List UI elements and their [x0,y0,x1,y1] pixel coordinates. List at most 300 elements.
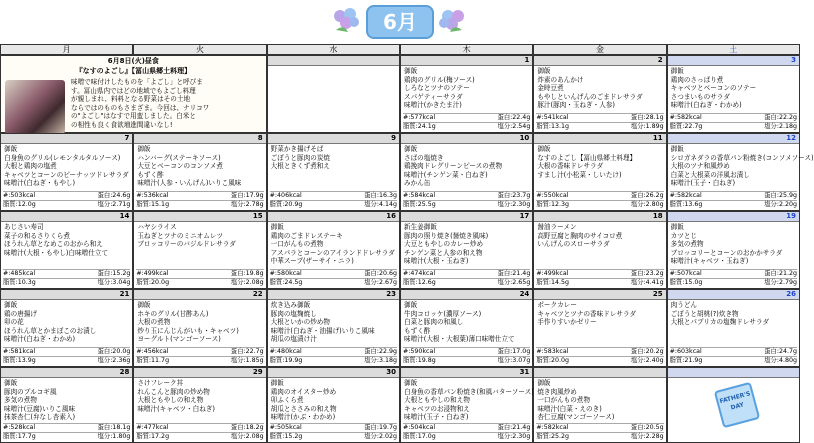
meal-list [134,378,265,413]
meal-item: ホキのグリル(甘酢あん) [137,309,209,318]
protein-value: 蛋白:20.5g [630,424,664,431]
day-number: 8 [134,134,265,144]
energy-value: #:503kcal [3,192,36,199]
meal-item: 御飯 [537,379,551,387]
nutrition-row [270,278,397,287]
fat-value: 脂質:20.0g [536,357,570,364]
meal-item: 豚肉の塩麹焼し [270,309,317,318]
day-number: 22 [134,290,265,300]
meal-item: 白菜と豚肉の和風し [403,318,464,327]
energy-value: #:541kcal [536,114,569,121]
day-cell [133,367,266,443]
meal-item: 白身魚の香草パン粉焼き(和風バターソース) [403,387,534,396]
protein-value: 蛋白:19.8g [230,270,264,277]
meal-item: シロガネダラの香草パン粉焼き(コンソメソース) [670,153,814,162]
meal-item: 大根の香味ドレサラダ [537,162,604,171]
nutrition-info [3,347,130,365]
day-cell [533,55,666,133]
meal-item: キャベツのお浸物和え [403,404,470,413]
meal-list [401,66,532,110]
meal-item: 新生姜御飯 [403,223,437,231]
meal-item: 御飯 [537,67,551,75]
salt-value: 塩分:3.07g [497,357,531,364]
salt-value: 塩分:2.02g [364,433,397,440]
salt-value: 塩分:2.30g [497,433,531,440]
protein-value: 蛋白:22.4g [497,114,531,121]
protein-value: 蛋白:18.2g [230,424,264,431]
fat-value: 脂質:13.6g [669,201,703,208]
feature-text-line: 味噌で味付けしたものを「よごし」と呼びま [71,78,203,86]
day-number: 31 [401,368,532,378]
salt-value: 塩分:4.41g [630,279,664,286]
energy-value: #:474kcal [402,270,436,277]
meal-list [268,300,399,344]
meal-item: 肉うどん [670,301,698,309]
meal-item: 味噌汁(チンゲン菜・白ねぎ) [403,170,488,179]
nutrition-row [403,269,530,278]
meal-item: ブロッコリーのバジルドレサラダ [137,240,236,249]
energy-value: #:583kcal [536,348,569,355]
salt-value: 塩分:1.85g [230,357,264,364]
meal-item: 高野豆腐と胸肉のサイコロ煮 [537,231,623,240]
energy-value: #:536kcal [136,192,169,199]
nutrition-info [270,347,397,365]
meal-item: ごぼうと豚肉の炭焼 [270,153,330,162]
day-number: 14 [1,212,132,222]
nutrition-row [136,356,263,365]
nutrition-row [270,269,397,278]
protein-value: 蛋白:19.7g [364,424,397,431]
meal-list [134,300,265,344]
day-number: 30 [268,368,399,378]
meal-item: キャベツとコーンのピーナッツドレサラダ [4,170,129,179]
header [0,0,800,44]
meal-item: しろなとツナのソテー [403,84,470,93]
day-cell [533,289,666,367]
meal-item: 味噌汁(大根・玉ねぎ) [403,257,469,266]
fat-value: 脂質:25.2g [536,433,570,440]
nutrition-row [3,432,130,441]
menu-calendar [0,44,814,443]
salt-value: 塩分:2.28g [630,433,664,440]
meal-list [668,144,814,188]
nutrition-row [670,113,797,122]
day-cell [267,55,400,133]
meal-item: 豚肉のプルコギ風 [4,387,57,396]
meal-item: 菜子の和るさりくら煮 [4,231,70,240]
nutrition-info [670,269,797,287]
meal-item: 豚汁(豚肉・玉ねぎ・人参) [537,101,615,110]
day-number: 1 [401,56,532,66]
meal-item: 鶏肉のグリル(梅ソース) [403,75,475,84]
meal-item: 御飯 [403,145,418,153]
feature-text-line: の"よごし"はなすで用蛮しました。白米と [71,112,196,121]
salt-value: 塩分:2.20g [764,201,797,208]
nutrition-info [270,423,397,441]
meal-item: さばの塩焼き [403,153,444,162]
day-number: 18 [534,212,665,222]
meal-item: 玉ねぎとツナのミニオムレツ [137,231,224,240]
nutrition-row [536,113,663,122]
meal-list [534,144,665,179]
nutrition-row [3,356,130,365]
meal-item: 焼き肉風炒め [537,387,577,396]
meal-list [668,222,799,266]
day-cell [400,367,533,443]
feature-text-line: す。冨山県内ではどの地域でもよごし料理 [71,86,196,95]
nutrition-row [670,278,797,287]
nutrition-row [403,113,530,122]
nutrition-row [136,347,263,356]
weekday-header: 火 [133,44,266,55]
protein-value: 蛋白:23.2g [630,270,664,277]
meal-list [1,222,132,257]
nutrition-row [403,356,530,365]
meal-item: みかん缶 [403,179,431,188]
fat-value: 脂質:15.2g [269,433,303,440]
meal-list [1,144,132,188]
fat-value: 脂質:13.1g [536,123,570,130]
fat-value: 脂質:17.2g [136,433,170,440]
meal-item: 味噌汁(人参・いんげん)いりこ風味 [137,179,242,188]
nutrition-info [3,269,130,287]
energy-value: #:584kcal [402,192,436,199]
meal-item: ごぼうと胡桃(?)炊き物 [670,309,739,318]
fat-value: 脂質:19.9g [269,357,303,364]
protein-value: 蛋白:20.2g [630,348,664,355]
meal-item: ほうれん草とかまぼこのお漬し [4,326,97,335]
meal-item: 御飯 [4,301,18,309]
day-number: 7 [1,134,132,144]
meal-item: 御飯 [670,145,684,153]
meal-item: 味噌汁(白ねぎ・わかめ) [670,101,742,110]
nutrition-row [270,423,397,432]
energy-value: #:603kcal [669,348,702,355]
meal-item: 御飯 [537,145,551,153]
meal-item: 御飯 [670,223,684,231]
energy-value: #:505kcal [269,424,302,431]
nutrition-row [403,200,530,209]
feature-text-line: が親しまれ、料料となる野菜はその土地 [71,95,191,104]
meal-item: 一口がんもの煮物 [270,240,324,249]
fat-value: 脂質:12.3g [536,201,570,208]
salt-value: 塩分:2.08g [230,433,264,440]
energy-value: #:504kcal [402,424,436,431]
nutrition-info [403,423,530,441]
nutrition-row [3,191,130,200]
salt-value: 塩分:2.67g [364,279,397,286]
nutrition-row [536,269,663,278]
meal-item: 御飯 [403,67,418,75]
salt-value: 塩分:2.78g [230,201,264,208]
meal-item: さつまいものサラダ [670,92,730,101]
meal-item: 胡瓜の塩漬け汁 [270,335,317,344]
meal-item: 御飯 [270,223,284,231]
meal-item: さけフレーク丼 [137,379,184,387]
day-cell [667,289,800,367]
nutrition-info [536,269,663,287]
energy-value: #:580kcal [269,270,302,277]
meal-list [401,144,532,188]
energy-value: #:477kcal [136,424,169,431]
energy-value: #:590kcal [402,348,436,355]
meal-list [134,144,265,188]
fat-value: 脂質:11.7g [136,357,170,364]
nutrition-info [403,113,530,131]
meal-item: カツとじ [670,231,698,240]
protein-value: 蛋白:16.3g [364,192,397,199]
day-number: 2 [534,56,665,66]
meal-item: 味噌汁(白ねぎ・油揚げ)いりこ風味 [270,326,375,335]
nutrition-row [270,191,397,200]
nutrition-row [136,432,263,441]
weekday-header: 木 [400,44,533,55]
meal-item: 味噌汁(キャベツ・白ねぎ) [137,404,216,413]
day-cell [400,289,533,367]
salt-value: 塩分:3.18g [364,357,397,364]
salt-value: 塩分:1.80g [97,433,131,440]
meal-item: 大根の煮物 [137,318,171,327]
day-cell [667,55,800,133]
protein-value: 蛋白:22.7g [230,348,264,355]
meal-item: 味噌汁(白菜・えのき) [537,404,602,413]
day-cell [400,133,533,211]
nutrition-row [536,200,663,209]
nutrition-row [536,347,663,356]
meal-item: ハヤシライス [137,223,177,231]
nutrition-row [670,269,797,278]
nutrition-info [536,113,663,131]
energy-value: #:581kcal [3,348,36,355]
feature-box [0,55,267,133]
fat-value: 脂質:25.5g [402,201,436,208]
day-cell [267,367,400,443]
fat-value: 脂質:19.8g [402,357,436,364]
nutrition-row [3,423,130,432]
meal-item: 御飯 [403,379,418,387]
feature-text-line: の相性も良く食欲増進間違いなし! [71,120,173,129]
salt-value: 塩分:2.36g [97,357,131,364]
day-number: 12 [668,134,799,144]
meal-item: 胡瓜とささみの和え物 [270,404,337,413]
day-cell [0,367,133,443]
day-number [534,368,665,378]
fat-value: 脂質:14.5g [536,279,570,286]
meal-list [134,222,265,249]
fat-value: 脂質:15.0g [669,279,703,286]
nutrition-row [270,200,397,209]
energy-value: #:577kcal [402,114,436,121]
nutrition-row [403,432,530,441]
nutrition-row [270,347,397,356]
feature-text-line: ならではのものもさまざま。今回は、ナリコワ [71,103,210,112]
nutrition-row [136,269,263,278]
day-cell [0,133,133,211]
hydrangea-icon [436,4,468,36]
nutrition-row [403,122,530,131]
meal-item: 卯の花 [4,318,24,327]
meal-item: 味噌汁(玉子・白ねぎ) [403,413,469,422]
nutrition-row [136,423,263,432]
fat-value: 脂質:24.1g [402,123,436,130]
nutrition-row [670,200,797,209]
protein-value: 蛋白:24.6g [97,192,131,199]
meal-item: ポークカレー [537,301,577,309]
nutrition-info [670,113,797,131]
day-cell [533,367,666,443]
nutrition-row [403,278,530,287]
protein-value: 蛋白:20.0g [97,348,131,355]
meal-item: 御飯 [270,379,284,387]
meal-item: 大根と鶏肉の塩煮 [4,162,57,171]
nutrition-row [3,278,130,287]
month-title: 6月 [366,5,434,39]
protein-value: 蛋白:23.7g [497,192,531,199]
day-cell [0,211,133,289]
nutrition-info [270,191,397,209]
day-cell [400,211,533,289]
nutrition-info [3,191,130,209]
meal-item: すまし汁(小松菜・しいたけ) [537,170,622,179]
day-number: 26 [668,290,799,300]
energy-value: #:507kcal [669,270,702,277]
meal-list [668,300,799,327]
fat-value: 脂質:13.9g [3,357,36,364]
meal-item: 味噌汁(豆腐)いりこ風味 [4,404,76,413]
fat-value: 脂質:22.7g [669,123,703,130]
meal-item: チンゲン菜と人参の和え物 [403,248,483,257]
salt-value: 塩分:1.89g [630,123,664,130]
energy-value: #:499kcal [536,270,569,277]
meal-item: 白菜と大根菜の洋風お漬し [670,170,750,179]
meal-item: 白身魚のグリル(レモンタルタルソース) [4,153,121,162]
salt-value: 塩分:3.04g [97,279,131,286]
energy-value: #:528kcal [3,424,36,431]
protein-value: 蛋白:21.4g [497,424,531,431]
day-cell [267,211,400,289]
meal-item: 御飯 [403,301,418,309]
energy-value: #:550kcal [536,192,569,199]
protein-value: 蛋白:22.9g [364,348,397,355]
fat-value: 脂質:10.3g [3,279,36,286]
energy-value: #:456kcal [136,348,169,355]
nutrition-row [536,356,663,365]
nutrition-row [670,122,797,131]
salt-value: 塩分:2.30g [497,201,531,208]
meal-item: 杏仁豆腐(マンゴーソース) [537,413,615,422]
meal-item: 御飯 [670,67,684,75]
protein-value: 蛋白:24.7g [764,348,797,355]
day-cell [667,211,800,289]
meal-list [268,66,399,67]
meal-list [668,378,799,379]
meal-item: 鶏肉のごまドレステーキ [270,231,343,240]
nutrition-row [136,200,263,209]
fat-value: 脂質:20.0g [136,279,170,286]
food-photo [5,80,65,134]
meal-item: 味噌汁(かぶ・わかめ) [270,413,336,422]
nutrition-info [136,423,263,441]
weekday-header: 土 [667,44,800,55]
meal-list [534,222,665,249]
meal-list [1,300,132,344]
meal-list [268,144,399,171]
day-cell [267,133,400,211]
day-number: 29 [134,368,265,378]
energy-value: #:406kcal [269,192,302,199]
meal-item: 野菜かき揚げそば [270,145,324,153]
nutrition-info [403,269,530,287]
meal-item: 鶏肉のさっぱり煮 [670,75,724,84]
weekday-header: 金 [533,44,666,55]
day-number: 15 [134,212,265,222]
weekday-header: 水 [267,44,400,55]
day-number: 9 [268,134,399,144]
meal-list [534,66,665,110]
meal-list [1,378,132,422]
day-cell [267,289,400,367]
meal-item: 大豆ともやしのカレー炒め [403,240,484,249]
meal-item: 御飯 [137,145,151,153]
meal-item: 大根ともやしの和え物 [137,396,204,405]
salt-value: 塩分:2.40g [630,357,664,364]
meal-item: 炒り玉にんじんがいも・キャベツ) [137,326,239,335]
meal-item: 大根ときくず煮和え [270,162,330,171]
protein-value: 蛋白:28.1g [630,114,664,121]
nutrition-row [3,269,130,278]
nutrition-row [136,278,263,287]
nutrition-row [403,191,530,200]
nutrition-row [670,356,797,365]
nutrition-row [536,122,663,131]
nutrition-info [403,347,530,365]
day-number: 16 [268,212,399,222]
protein-value: 蛋白:25.9g [764,192,797,199]
meal-item: 中華スープ(ザーサイ・ニラ) [270,257,354,266]
meal-item: 御飯 [4,379,18,387]
meal-item: なすのよごし【冨山県郷土料理】 [537,153,637,162]
day-number: 19 [668,212,799,222]
day-number: 21 [1,290,132,300]
fat-value: 脂質:12.0g [3,201,36,208]
salt-value: 塩分:2.79g [764,279,797,286]
day-number: 24 [401,290,532,300]
energy-value: #:582kcal [669,192,702,199]
nutrition-info [536,423,663,441]
meal-item: 鶏挽肉ドレグリーンピースの煮物 [403,162,503,171]
meal-item: 鶏肉のオイスター炒め [270,387,337,396]
energy-value: #:582kcal [536,424,569,431]
day-cell [667,133,814,211]
protein-value: 蛋白:26.2g [630,192,664,199]
nutrition-row [3,347,130,356]
nutrition-info [536,191,663,209]
day-number: 17 [401,212,532,222]
nutrition-row [270,432,397,441]
feature-description [71,78,259,130]
meal-item: 大根といかの炒め物 [270,318,330,327]
day-number: 28 [1,368,132,378]
meal-item: 鶏の唐揚げ [4,309,37,318]
meal-item: キャベツとベーコンのソテー [670,84,757,93]
meal-item: 手作りすいかゼリー [537,318,597,327]
day-number: 23 [268,290,399,300]
meal-item: キャベツとツナの香味ドレサラダ [537,309,637,318]
nutrition-row [536,278,663,287]
meal-item: れんこんと豚肉の炒め物 [137,387,210,396]
fat-value: 脂質:17.7g [3,433,36,440]
meal-item: もずく酢 [137,170,164,179]
